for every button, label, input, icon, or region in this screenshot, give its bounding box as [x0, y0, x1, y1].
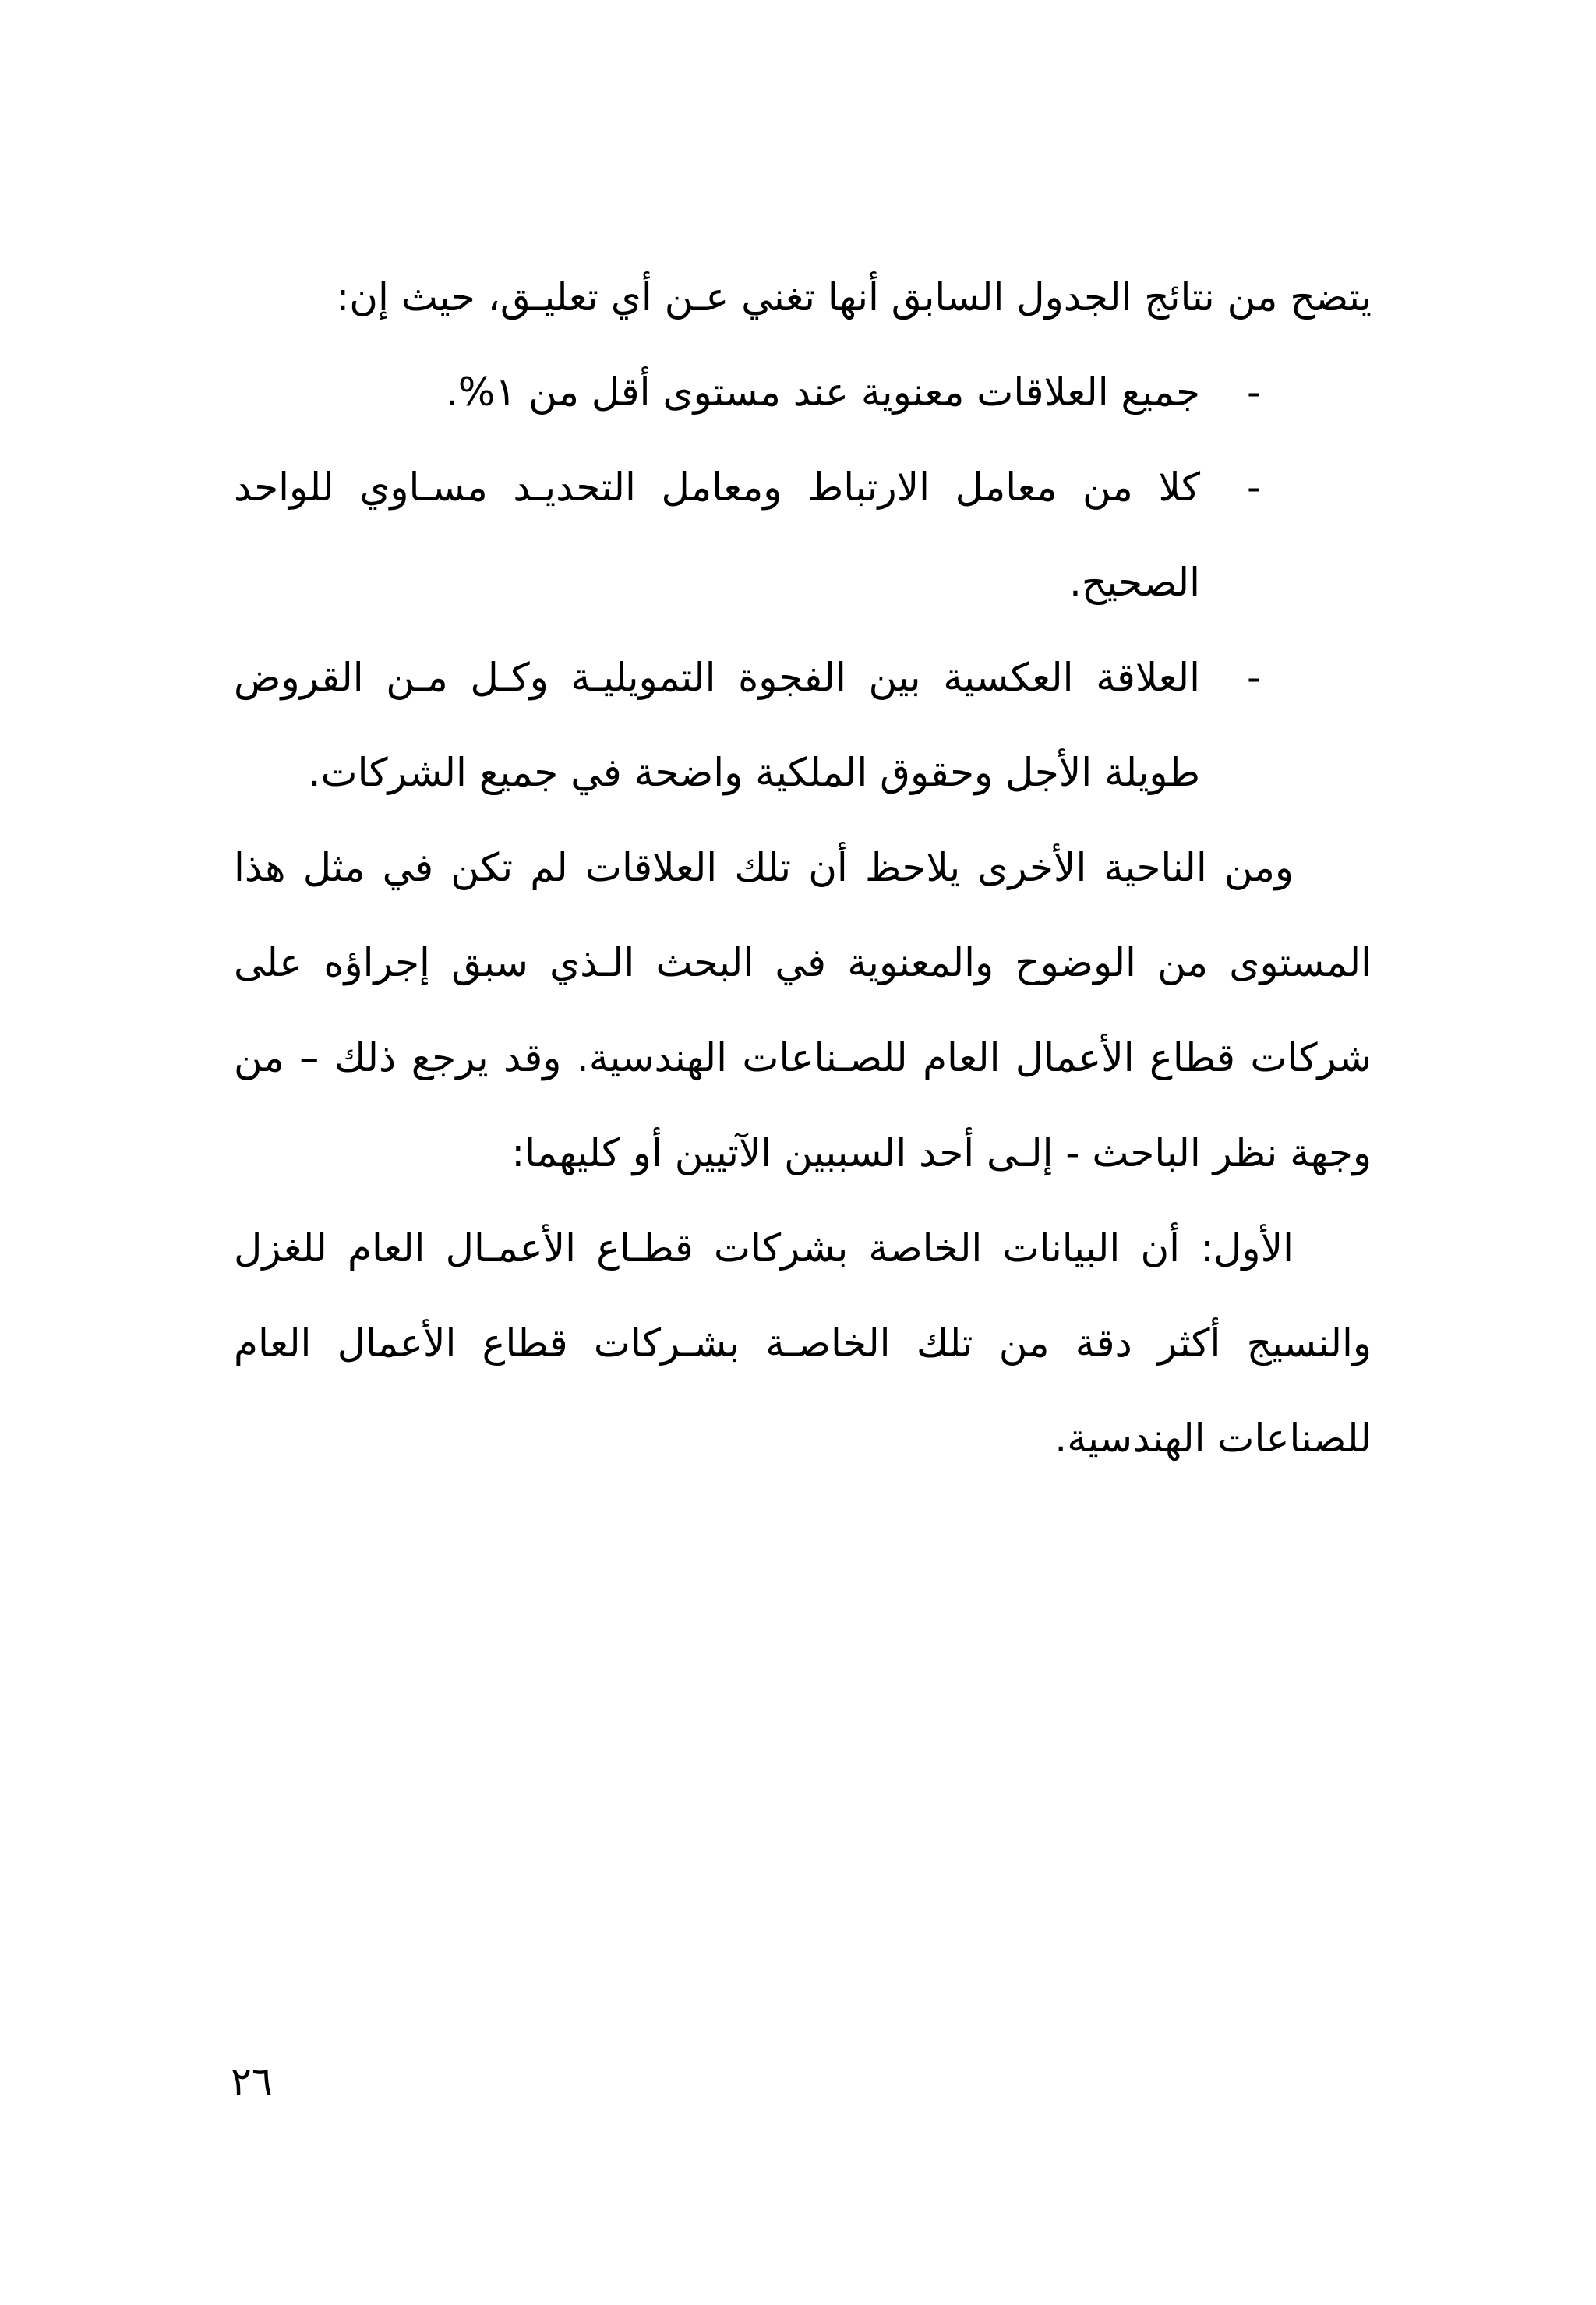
comparison-paragraph: ومن الناحية الأخرى يلاحظ أن تلك العلاقات لم تكن في مثل هذا المستوى من الوضوح والمعنوية في البحث الـذي سبق إجراؤه على شركات قطاع الأعمال العام للصـناعات الهندسية. وقد يرجع ذلك – من وجهة نظر الباحث - إلـى أحد السببين الآتيين أو كليهما: — [234, 845, 1372, 1175]
dash-bullet: - — [1246, 369, 1261, 415]
first-reason-paragraph: الأول: أن البيانات الخاصة بشركات قطـاع الأعمـال العام للغزل والنسيج أكثر دقة من تلك الخاصـة بشـركات قطاع الأعمال العام للصناعات الهندسية. — [234, 1225, 1372, 1461]
list-item-text: العلاقة العكسية بين الفجوة التمويليـة وكـل مـن القروض طويلة الأجل وحقوق الملكية واضحة في جميع الشركات. — [234, 655, 1200, 795]
intro-paragraph: يتضح من نتائج الجدول السابق أنها تغني عـن أي تعليـق، حيث إن: — [336, 274, 1372, 320]
page-number: ٢٦ — [231, 2059, 273, 2104]
dash-bullet: - — [1246, 655, 1261, 700]
list-item-text: كلا من معامل الارتباط ومعامل التحديـد مسـاوي للواحد الصحيح. — [234, 465, 1200, 605]
list-item — [234, 630, 1372, 820]
findings-list — [234, 345, 1372, 820]
body-text — [234, 249, 1372, 1486]
list-item-text: جميع العلاقات معنوية عند مستوى أقل من ١%. — [446, 369, 1200, 415]
dash-bullet: - — [1246, 465, 1261, 510]
list-item — [234, 440, 1372, 630]
list-item — [234, 345, 1372, 440]
